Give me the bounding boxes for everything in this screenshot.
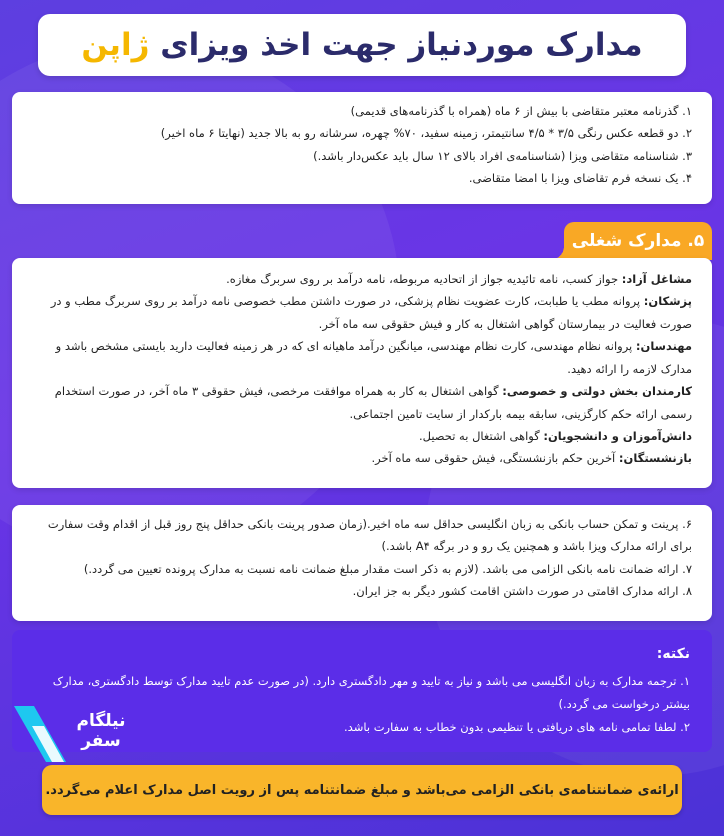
job-item-text: گواهی اشتغال به کار به همراه موافقت مرخصی، فیش حقوقی ۳ ماه آخر، در صورت استخدام رسمی ارائه حکم کارگزینی، سابقه بیمه بارکدار از سایت تامین اجتماعی. xyxy=(54,384,692,421)
job-item-text: پروانه نظام مهندسی، کارت نظام مهندسی، میانگین درآمد ماهیانه ای که در هر زمینه فعالیت دارید بایستی مشخص باشد و مدارک لازمه را ارائه دهید. xyxy=(55,339,692,376)
general-documents-card xyxy=(12,92,712,204)
job-item-label: پزشکان: xyxy=(643,294,692,309)
note-item: ۲. لطفا تمامی نامه های دریافتی یا تنظیمی بدون خطاب به سفارت باشد. xyxy=(344,720,690,734)
doc-item: ۷. ارائه ضمانت نامه بانکی الزامی می باشد. (لازم به ذکر است مقدار مبلغ ضمانت نامه نسبت به مدارک پرونده تعیین می گردد.) xyxy=(83,561,692,576)
doc-item: ۶. پرینت و تمکن حساب بانکی به زبان انگلیسی حداقل سه ماه اخیر.(زمان صدور پرینت بانکی حداقل پنج روز قبل از اقدام وقت سفارت برای ارائه مدارک ویزا باشد و همچنین یک رو و در برگه A۴ باشد.) xyxy=(47,517,692,554)
title-country: ژاپن xyxy=(81,27,150,63)
doc-item: ۸. ارائه مدارک اقامتی در صورت داشتن اقامت کشور دیگر به جز ایران. xyxy=(352,584,692,599)
note-heading: نکته: xyxy=(656,646,690,662)
footer-notice xyxy=(42,765,682,815)
brand-logo xyxy=(14,706,136,762)
note-item: ۱. ترجمه مدارک به زبان انگلیسی می باشد و نیاز به تایید و مهر دادگستری دارد. (در صورت عدم تایید مدارک توسط دادگستری، مدارک بیشتر درخواست می گردد.) xyxy=(52,674,690,711)
job-documents-tab xyxy=(564,222,712,260)
job-item-label: مهندسان: xyxy=(635,339,692,354)
job-item-label: دانش‌آموزان و دانشجویان: xyxy=(543,428,692,443)
financial-documents-card xyxy=(12,505,712,621)
job-item xyxy=(32,425,692,447)
job-item xyxy=(32,335,692,380)
logo-line2: سفر xyxy=(81,730,121,751)
doc-item: ۴. یک نسخه فرم تقاضای ویزا با امضا متقاضی. xyxy=(468,171,692,186)
job-item-text: آخرین حکم بازنشستگی، فیش حقوقی سه ماه آخر. xyxy=(371,451,619,466)
logo-text xyxy=(66,712,136,751)
page-header xyxy=(38,14,686,76)
footer-text: ارائه‌ی ضمانتنامه‌ی بانکی الزامی می‌باشد و مبلغ ضمانتنامه پس از رویت اصل مدارک اعلام می‌گردد. xyxy=(45,782,679,798)
job-item xyxy=(32,447,692,469)
job-item xyxy=(32,380,692,425)
doc-item: ۲. دو قطعه عکس رنگی ۳/۵ * ۴/۵ سانتیمتر، زمینه سفید، ۷۰% چهره، سرشانه رو به بالا جدید (نهایتا ۶ ماه اخیر) xyxy=(160,126,692,141)
job-item-text: گواهی اشتغال به تحصیل. xyxy=(418,428,544,443)
job-item xyxy=(32,290,692,335)
job-documents-tab-label: ۵. مدارک شغلی xyxy=(571,231,705,251)
title-prefix: مدارک موردنیاز جهت اخذ ویزای xyxy=(160,27,643,63)
job-item-label: مشاغل آزاد: xyxy=(621,272,692,286)
job-item xyxy=(32,268,692,290)
job-item-label: بازنشستگان: xyxy=(618,451,692,466)
page-title xyxy=(81,27,642,63)
job-item-text: پروانه مطب یا طبابت، کارت عضویت نظام پزشکی، در صورت داشتن مطب خصوصی نامه درآمد بر روی سربرگ مطب و در صورت فعالیت در بیمارستان گواهی اشتغال به کار و فیش حقوقی سه ماه آخر. xyxy=(50,294,692,331)
job-item-label: کارمندان بخش دولتی و خصوصی: xyxy=(502,384,692,399)
logo-line1: نیلگام xyxy=(76,711,126,731)
job-item-text: جواز کسب، نامه تائیدیه جواز از اتحادیه مربوطه، نامه درآمد بر روی سربرگ مغازه. xyxy=(226,272,622,286)
job-documents-card xyxy=(12,258,712,488)
doc-item: ۳. شناسنامه متقاضی ویزا (شناسنامه‌ی افراد بالای ۱۲ سال باید عکس‌دار باشد.) xyxy=(313,148,692,163)
doc-item: ۱. گذرنامه معتبر متقاضی با بیش از ۶ ماه (همراه با گذرنامه‌های قدیمی) xyxy=(350,104,692,118)
